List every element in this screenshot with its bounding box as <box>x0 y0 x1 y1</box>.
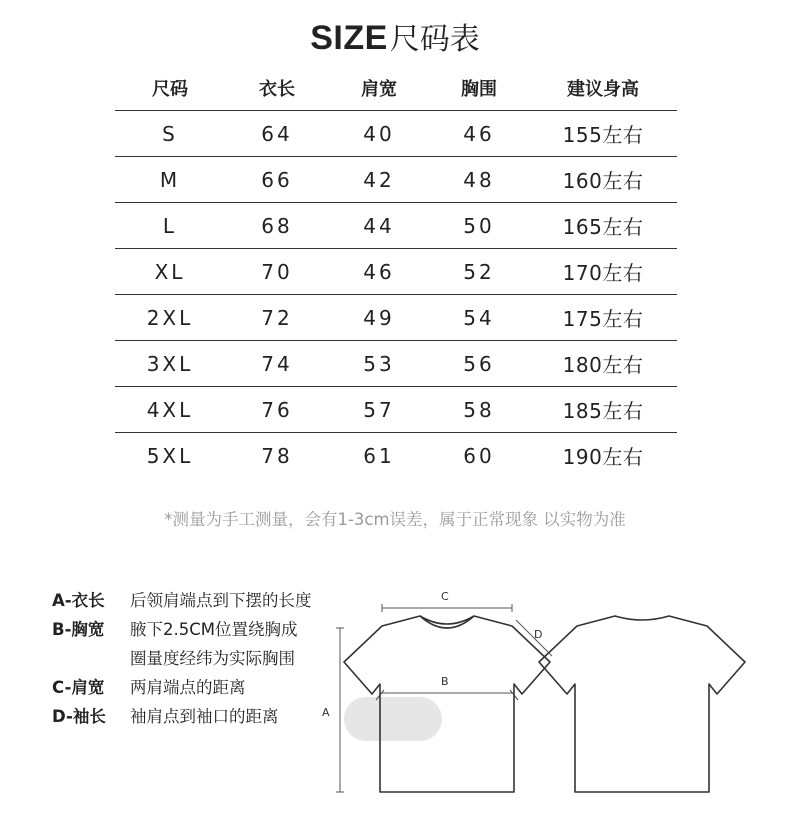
table-row <box>115 111 677 157</box>
cell-length: 78 <box>261 443 293 468</box>
cell-size: 3XL <box>115 341 225 387</box>
cell-shoulder: 44 <box>329 203 429 249</box>
cell-chest: 48 <box>429 157 529 203</box>
tshirt-front-icon <box>344 616 550 792</box>
cell-length: 66 <box>225 157 329 203</box>
title-en: SIZE <box>310 19 388 57</box>
legend-key: C-肩宽 <box>52 678 105 697</box>
cell-shoulder: 61 <box>363 443 395 468</box>
cell-height: 185左右 <box>529 387 677 433</box>
legend-item-a <box>52 586 332 615</box>
header-shoulder: 肩宽 <box>329 66 429 111</box>
size-table <box>115 66 677 478</box>
cell-height: 190左右 <box>562 445 644 469</box>
measurement-note: *测量为手工测量，会有1-3cm误差，属于正常现象 以实物为准 <box>164 510 626 529</box>
cell-height: 160左右 <box>529 157 677 203</box>
header-height: 建议身高 <box>529 66 677 111</box>
legend-text: 腋下2.5CM位置绕胸成圈量度经纬为实际胸围 <box>130 620 298 668</box>
cell-height: 170左右 <box>529 249 677 295</box>
cell-size: S <box>115 111 225 157</box>
cell-length: 74 <box>225 341 329 387</box>
label-a: A <box>322 706 330 719</box>
cell-shoulder: 49 <box>329 295 429 341</box>
table-row <box>115 157 677 203</box>
table-header-row <box>115 66 677 111</box>
cell-size: XL <box>115 249 225 295</box>
legend-text: 后领肩端点到下摆的长度 <box>130 591 312 610</box>
label-d: D <box>534 628 543 641</box>
header-length: 衣长 <box>225 66 329 111</box>
cell-length: 70 <box>225 249 329 295</box>
page-title <box>0 14 790 58</box>
cell-length: 76 <box>225 387 329 433</box>
cell-chest: 54 <box>429 295 529 341</box>
cell-chest: 56 <box>429 341 529 387</box>
table-row <box>115 295 677 341</box>
cell-size: 4XL <box>115 387 225 433</box>
cell-chest: 52 <box>429 249 529 295</box>
legend-item-b <box>52 615 332 673</box>
cell-height: 155左右 <box>529 111 677 157</box>
header-size: 尺码 <box>115 66 225 111</box>
legend-text: 袖肩点到袖口的距离 <box>130 707 279 726</box>
cell-chest: 50 <box>429 203 529 249</box>
cell-length: 68 <box>225 203 329 249</box>
cell-shoulder: 57 <box>329 387 429 433</box>
cell-height: 180左右 <box>529 341 677 387</box>
cell-shoulder: 46 <box>329 249 429 295</box>
table-row <box>115 203 677 249</box>
cell-chest: 60 <box>463 443 495 468</box>
cell-shoulder: 40 <box>329 111 429 157</box>
label-c: C <box>441 590 449 603</box>
legend-item-c <box>52 673 332 702</box>
label-b: B <box>441 675 449 688</box>
cell-length: 64 <box>225 111 329 157</box>
cell-height: 175左右 <box>529 295 677 341</box>
table-row <box>115 433 677 479</box>
cell-chest: 46 <box>429 111 529 157</box>
table-row <box>115 387 677 433</box>
cell-size: L <box>115 203 225 249</box>
table-row <box>115 249 677 295</box>
cell-height: 165左右 <box>529 203 677 249</box>
cell-size: M <box>115 157 225 203</box>
cell-size: 5XL <box>146 443 194 468</box>
cell-size: 2XL <box>115 295 225 341</box>
cell-chest: 58 <box>429 387 529 433</box>
legend-text: 两肩端点的距离 <box>130 678 246 697</box>
table-row <box>115 341 677 387</box>
tshirt-diagram <box>316 584 766 804</box>
measurement-legend <box>52 586 332 731</box>
cell-shoulder: 53 <box>329 341 429 387</box>
legend-item-d <box>52 702 332 731</box>
title-zh: 尺码表 <box>389 22 480 57</box>
legend-key: A-衣长 <box>52 591 105 610</box>
legend-key: B-胸宽 <box>52 620 105 639</box>
cell-shoulder: 42 <box>329 157 429 203</box>
tshirt-back-icon <box>539 616 745 792</box>
header-chest: 胸围 <box>429 66 529 111</box>
legend-key: D-袖长 <box>52 707 106 726</box>
cell-length: 72 <box>225 295 329 341</box>
